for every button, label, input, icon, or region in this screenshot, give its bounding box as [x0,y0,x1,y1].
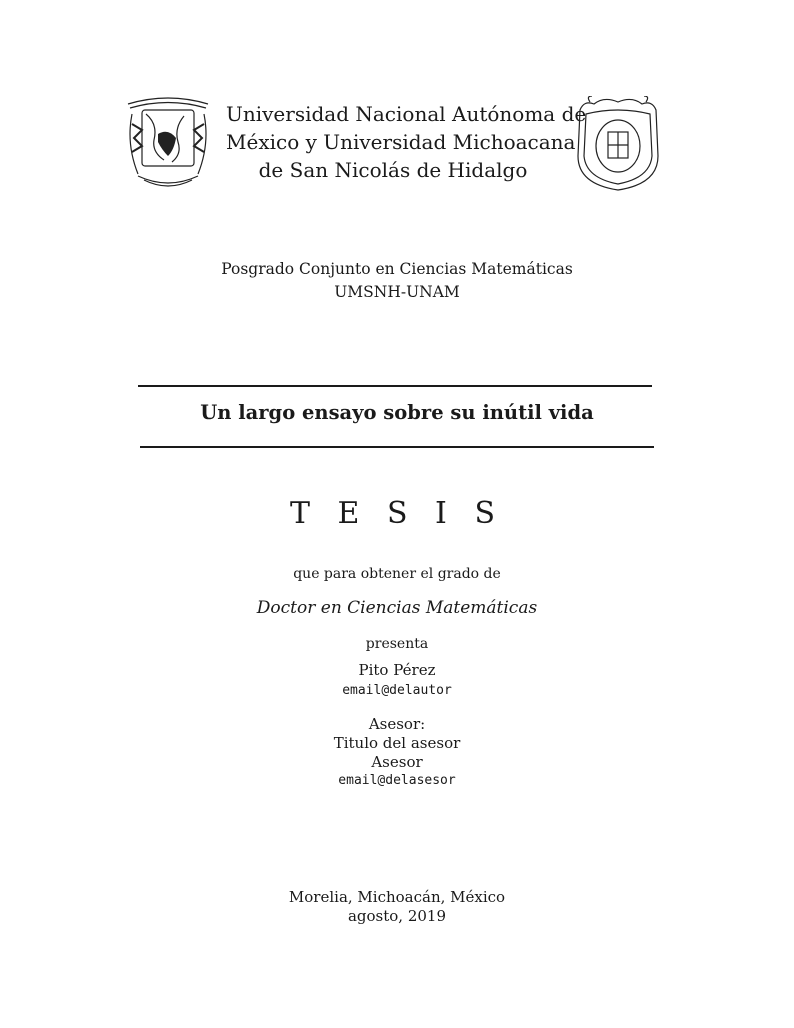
place: Morelia, Michoacán, México [288,888,506,906]
program-name: Posgrado Conjunto en Ciencias Matemáticas [221,260,573,278]
thesis-type: T E S I S [289,496,504,531]
advisor-label: Asesor: [368,715,426,733]
date: agosto, 2019 [347,907,447,925]
degree-purpose: que para obtener el grado de [293,566,501,582]
umsnh-logo [574,96,662,192]
title-rule-bottom [140,446,654,448]
advisor-title: Titulo del asesor [333,734,461,752]
university-name-line-1: Universidad Nacional Autónoma de [226,102,587,126]
unam-coat-of-arms-icon [124,94,212,192]
program-acronym: UMSNH-UNAM [334,283,460,301]
advisor-name: Asesor [371,753,423,771]
umsnh-seal-icon [574,96,662,192]
author-name: Pito Pérez [358,661,436,679]
thesis-title: Un largo ensayo sobre su inútil vida [200,401,594,424]
university-name-line-2: México y Universidad Michoacana [226,130,576,154]
university-name-line-3: de San Nicolás de Hidalgo [258,158,528,182]
author-email: email@delautor [342,683,452,698]
advisor-email: email@delasesor [338,773,456,788]
presents-label: presenta [365,636,429,652]
unam-logo [124,94,212,192]
degree-name: Doctor en Ciencias Matemáticas [256,598,538,618]
title-rule-top [138,385,652,387]
